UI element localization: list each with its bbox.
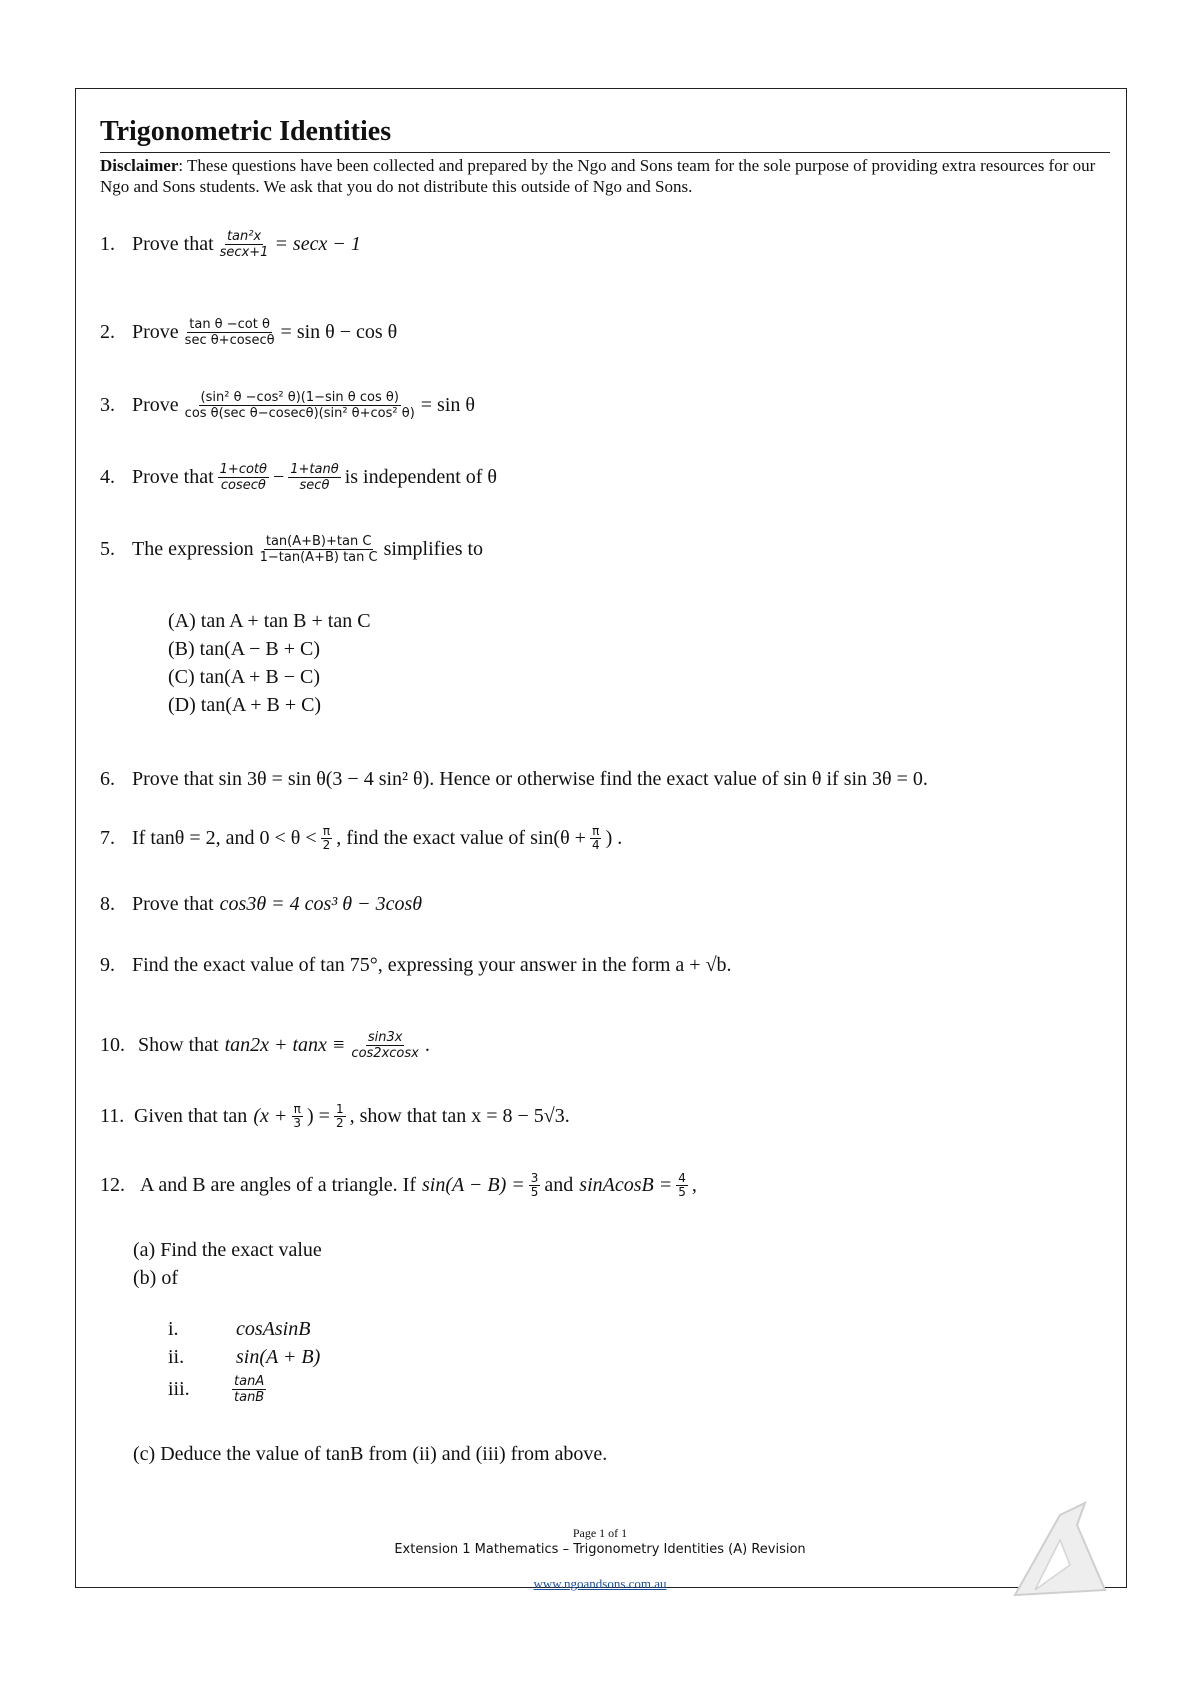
subpart-i — [168, 1318, 310, 1341]
question-number: 6. — [100, 768, 115, 790]
denominator: cos θ(sec θ−cosecθ)(sin² θ+cos² θ) — [184, 406, 415, 421]
fraction — [321, 825, 333, 852]
expression: cosAsinB — [236, 1318, 311, 1340]
fraction — [590, 825, 602, 852]
part-c — [133, 1443, 607, 1466]
question-text: The expression — [132, 538, 254, 560]
fraction — [232, 1374, 266, 1405]
fraction — [183, 390, 417, 421]
numerator: 1 — [335, 1102, 344, 1116]
question-text: Prove that — [132, 466, 214, 488]
fraction — [291, 1103, 303, 1130]
option-b: (B) tan(A − B + C) — [168, 638, 320, 660]
denominator: sec θ+cosecθ — [184, 333, 275, 348]
fraction — [676, 1172, 688, 1199]
question-number: 12. — [100, 1174, 125, 1196]
question-number: 1. — [100, 233, 115, 255]
question-number: 5. — [100, 538, 115, 560]
question-9 — [100, 954, 732, 977]
expression: = sin θ — [420, 394, 475, 416]
question-text: , show that tan x = 8 − 5√3. — [349, 1105, 570, 1127]
question-text: (c) Deduce the value of tanB from (ii) and (iii) from above. — [133, 1443, 608, 1465]
punctuation: , — [691, 1174, 697, 1196]
denominator: 5 — [530, 1185, 539, 1199]
expression: sinAcosB = — [579, 1174, 673, 1196]
disclaimer — [100, 155, 1110, 197]
numerator: tan(A+B)+tan C — [265, 534, 372, 549]
ngo-and-sons-logo-icon — [1005, 1495, 1115, 1610]
option-c: (C) tan(A + B − C) — [168, 666, 320, 688]
roman-numeral: i. — [168, 1318, 179, 1340]
minus-sign: − — [272, 466, 285, 488]
expression: sin(A − B) = — [422, 1174, 525, 1196]
question-text: ) . — [605, 827, 623, 849]
roman-numeral: ii. — [168, 1346, 185, 1368]
question-5 — [100, 534, 483, 565]
subpart-iii — [168, 1374, 270, 1405]
question-6 — [100, 768, 928, 791]
numerator: π — [592, 824, 600, 838]
page-title: Trigonometric Identities — [100, 116, 392, 147]
question-number: 8. — [100, 893, 115, 915]
page-number: Page 1 of 1 — [572, 1526, 628, 1540]
numerator: sin3x — [367, 1030, 403, 1045]
question-3 — [100, 390, 475, 421]
question-1 — [100, 229, 361, 260]
expression: = sin θ − cos θ — [280, 321, 398, 343]
question-text: Prove that sin 3θ = sin θ(3 − 4 sin² θ). Hence or otherwise find the exact value of sin θ if sin 3θ = 0. — [132, 768, 928, 790]
fraction — [218, 229, 271, 260]
fraction — [529, 1172, 541, 1199]
fraction — [218, 462, 269, 493]
question-text: If tanθ = 2, and 0 < θ < — [132, 827, 317, 849]
question-text: A and B are angles of a triangle. If — [140, 1174, 417, 1196]
numerator: (sin² θ −cos² θ)(1−sin θ cos θ) — [200, 390, 399, 405]
fraction — [183, 317, 277, 348]
fraction — [258, 534, 380, 565]
question-10 — [100, 1030, 430, 1061]
question-text: Show that — [138, 1034, 219, 1056]
denominator: 4 — [591, 838, 600, 852]
question-number: 4. — [100, 466, 115, 488]
question-4 — [100, 462, 497, 493]
question-number: 3. — [100, 394, 115, 416]
denominator: cos2xcosx — [351, 1046, 419, 1061]
question-number: 9. — [100, 954, 115, 976]
question-number: 7. — [100, 827, 115, 849]
question-2 — [100, 317, 397, 348]
title-divider — [100, 152, 1110, 153]
option-d: (D) tan(A + B + C) — [168, 694, 322, 716]
question-12-parts — [133, 1236, 322, 1292]
numerator: π — [322, 824, 331, 838]
question-text: Prove that — [132, 893, 214, 915]
question-text: and — [544, 1174, 574, 1196]
question-number: 10. — [100, 1034, 125, 1056]
numerator: 1+tanθ — [290, 462, 339, 477]
expression: cos3θ = 4 cos³ θ − 3cosθ — [219, 893, 423, 915]
roman-numeral: iii. — [168, 1378, 190, 1400]
part-a: (a) Find the exact value — [133, 1239, 322, 1261]
question-text: Prove — [132, 394, 179, 416]
denominator: 2 — [335, 1116, 344, 1130]
expression: ) = — [307, 1105, 330, 1127]
numerator: 1+cotθ — [219, 462, 267, 477]
denominator: 3 — [293, 1116, 301, 1130]
denominator: tanB — [234, 1390, 265, 1405]
question-text: simplifies to — [383, 538, 484, 560]
question-text: Find the exact value of tan 75°, expressing your answer in the form a + √b. — [132, 954, 732, 976]
question-text: Prove — [132, 321, 179, 343]
question-12 — [100, 1172, 697, 1199]
question-text: is independent of θ — [344, 466, 498, 488]
denominator: 1−tan(A+B) tan C — [259, 550, 378, 565]
numerator: 3 — [530, 1171, 539, 1185]
numerator: tanA — [234, 1374, 265, 1389]
footer-subtitle: Extension 1 Mathematics – Trigonometry Identities (A) Revision — [394, 1542, 806, 1557]
question-number: 11. — [100, 1105, 125, 1127]
fraction — [349, 1030, 420, 1061]
expression: = secx − 1 — [274, 233, 361, 255]
disclaimer-label: Disclaimer — [100, 156, 179, 175]
punctuation: . — [424, 1034, 430, 1056]
question-text: , find the exact value of sin(θ + — [336, 827, 586, 849]
option-a: (A) tan A + tan B + tan C — [168, 610, 371, 632]
disclaimer-text: : These questions have been collected and prepared by the Ngo and Sons team for the sole purpose of providing extra resources for our Ngo and Sons students. We ask that you do not distribute this outside of Ngo and Sons. — [100, 156, 1096, 196]
fraction — [288, 462, 340, 493]
subpart-ii — [168, 1346, 320, 1369]
question-7 — [100, 825, 622, 852]
numerator: tan²x — [226, 229, 262, 244]
numerator: π — [293, 1102, 301, 1116]
expression: tan2x + tanx ≡ — [224, 1034, 346, 1056]
question-11 — [100, 1103, 570, 1130]
expression: (x + — [253, 1105, 288, 1127]
expression: sin(A + B) — [236, 1346, 321, 1368]
question-text: Prove that — [132, 233, 214, 255]
question-number: 2. — [100, 321, 115, 343]
denominator: secθ — [299, 478, 330, 493]
fraction — [334, 1103, 346, 1130]
denominator: 5 — [678, 1185, 686, 1199]
numerator: tan θ −cot θ — [189, 317, 270, 332]
numerator: 4 — [678, 1171, 686, 1185]
denominator: 2 — [322, 838, 331, 852]
question-text: Given that tan — [134, 1105, 248, 1127]
footer-link-text[interactable]: www.ngoandsons.com.au — [533, 1576, 667, 1591]
options-list — [168, 607, 371, 719]
denominator: secx+1 — [219, 245, 269, 260]
denominator: cosecθ — [220, 478, 266, 493]
part-b: (b) of — [133, 1267, 178, 1289]
question-8 — [100, 893, 422, 916]
